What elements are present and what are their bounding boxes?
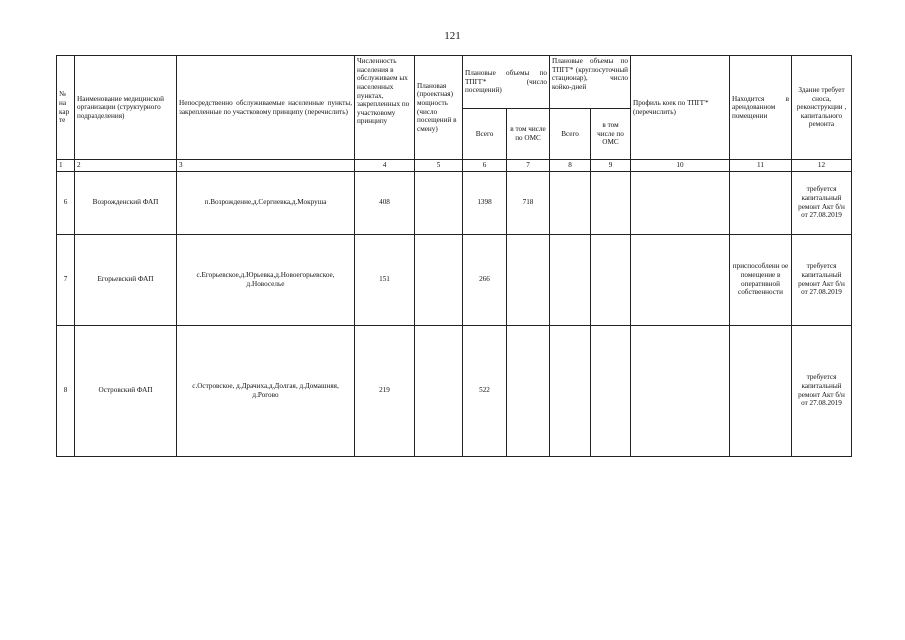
header-col-10: Профиль коек по ТПГГ* (перечислить): [631, 56, 730, 160]
row-number: 7: [57, 234, 75, 325]
table-row: [57, 325, 852, 456]
header-col-9: в том числе по ОМС: [591, 109, 631, 160]
column-number: 6: [463, 160, 507, 172]
capacity: [415, 234, 463, 325]
column-number: 3: [177, 160, 355, 172]
header-col-11: Находится в арендованном помещении: [730, 56, 792, 160]
column-number: 11: [730, 160, 792, 172]
header-col-8: Всего: [550, 109, 591, 160]
rented-premises: [730, 325, 792, 456]
column-number: 2: [75, 160, 177, 172]
header-col-4: Численность населения в обслуживаем ых населенных пунктах, закрепленных по участковому принципу: [355, 56, 415, 160]
column-number: 10: [631, 160, 730, 172]
bed-profile: [631, 171, 730, 234]
row-number: 6: [57, 171, 75, 234]
header-group-beddays: Плановые объемы по ТПГГ* (круглосуточный стационар), число койко-дней: [550, 56, 631, 109]
population: 408: [355, 171, 415, 234]
visits-total: 1398: [463, 171, 507, 234]
facility-name: Островский ФАП: [75, 325, 177, 456]
building-status: требуется капитальный ремонт Акт б/н от 27.08.2019: [792, 171, 852, 234]
header-col-7: в том числе по ОМС: [507, 109, 550, 160]
visits-oms: [507, 325, 550, 456]
facility-name: Возрожденский ФАП: [75, 171, 177, 234]
beddays-total: [550, 325, 591, 456]
column-number: 1: [57, 160, 75, 172]
header-col-6: Всего: [463, 109, 507, 160]
building-status: требуется капитальный ремонт Акт б/н от 27.08.2019: [792, 234, 852, 325]
building-status: требуется капитальный ремонт Акт б/н от 27.08.2019: [792, 325, 852, 456]
column-number: 7: [507, 160, 550, 172]
facility-name: Егорьевский ФАП: [75, 234, 177, 325]
beddays-oms: [591, 171, 631, 234]
beddays-total: [550, 234, 591, 325]
table-row: [57, 171, 852, 234]
header-col-1: № на кар те: [57, 56, 75, 160]
column-number: 9: [591, 160, 631, 172]
column-number: 12: [792, 160, 852, 172]
header-col-3: Непосредственно обслуживаемые населенные пункты, закрепленные по участковому принципу (перечислить): [177, 56, 355, 160]
column-number: 4: [355, 160, 415, 172]
medical-facilities-table: [56, 55, 852, 457]
header-col-2: Наименование медицинской организации (структурного подразделения): [75, 56, 177, 160]
population: 151: [355, 234, 415, 325]
visits-total: 266: [463, 234, 507, 325]
population: 219: [355, 325, 415, 456]
column-number: 5: [415, 160, 463, 172]
visits-oms: 718: [507, 171, 550, 234]
beddays-oms: [591, 234, 631, 325]
table-header-row: [57, 56, 852, 109]
header-col-5: Плановая (проектная) мощность (число посещений в смену): [415, 56, 463, 160]
header-col-12: Здание требует сноса, реконструкции , капитального ремонта: [792, 56, 852, 160]
page-number: 121: [444, 30, 461, 42]
table-row: [57, 234, 852, 325]
settlements: с.Егорьевское,д.Юрьевка,д.Новоегорьевское, д.Новоселье: [177, 234, 355, 325]
bed-profile: [631, 325, 730, 456]
column-numbers-row: [57, 160, 852, 172]
beddays-total: [550, 171, 591, 234]
settlements: п.Возрождение,д.Сергиевка,д.Мокруша: [177, 171, 355, 234]
visits-oms: [507, 234, 550, 325]
column-number: 8: [550, 160, 591, 172]
beddays-oms: [591, 325, 631, 456]
bed-profile: [631, 234, 730, 325]
visits-total: 522: [463, 325, 507, 456]
settlements: с.Островское, д.Драчиха,д.Долгая, д.Домашняя, д.Рогово: [177, 325, 355, 456]
rented-premises: приспособленн ое помещение в оперативной собственности: [730, 234, 792, 325]
row-number: 8: [57, 325, 75, 456]
capacity: [415, 325, 463, 456]
capacity: [415, 171, 463, 234]
rented-premises: [730, 171, 792, 234]
header-group-visits: Плановые объемы по ТПГГ* (число посещений): [463, 56, 550, 109]
